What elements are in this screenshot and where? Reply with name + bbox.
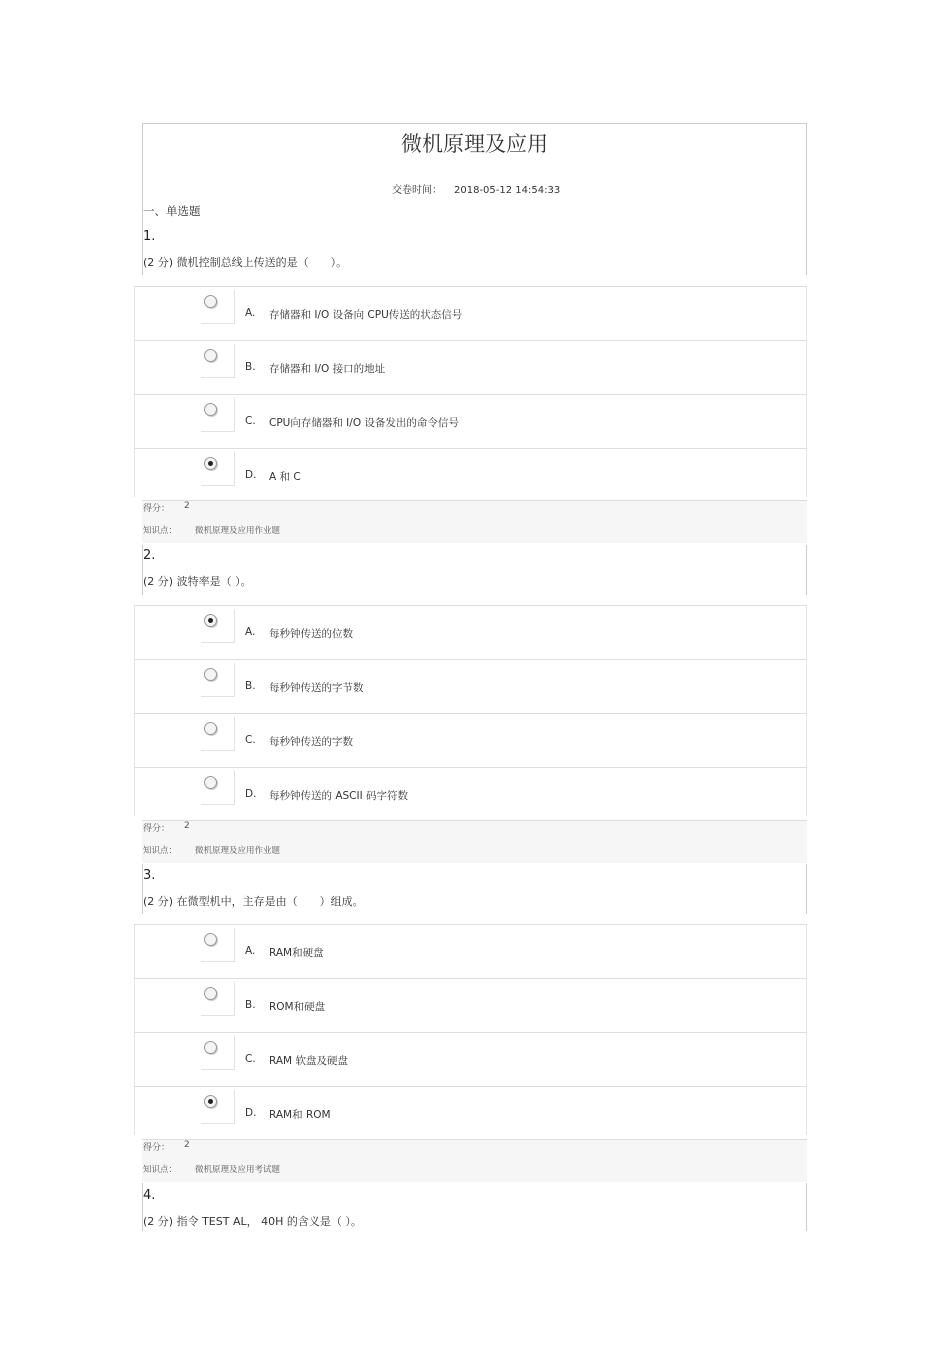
option-letter: C. xyxy=(245,415,256,427)
radio-container xyxy=(201,663,235,697)
question-text: (2 分) 微机控制总线上传送的是（ ）。 xyxy=(143,256,348,269)
question-number: 4. xyxy=(143,1188,156,1203)
score-label: 得分： xyxy=(143,504,171,514)
option-row[interactable] xyxy=(134,341,807,395)
radio-button[interactable] xyxy=(204,349,217,362)
radio-container xyxy=(201,344,235,378)
knowledge-value: 微机原理及应用作业题 xyxy=(195,526,281,536)
knowledge-label: 知识点： xyxy=(143,526,178,536)
option-row[interactable] xyxy=(134,1033,807,1087)
option-text: ROM和硬盘 xyxy=(269,1001,326,1013)
option-letter: C. xyxy=(245,1053,256,1065)
option-letter: B. xyxy=(245,999,256,1011)
submit-time-value: 2018-05-12 14:54:33 xyxy=(454,185,561,196)
score-value: 2 xyxy=(184,821,190,831)
submit-time-label: 交卷时间： xyxy=(392,185,442,196)
options-list xyxy=(134,924,807,1135)
radio-button[interactable] xyxy=(204,933,217,946)
radio-button[interactable] xyxy=(204,403,217,416)
score-panel xyxy=(142,1139,807,1182)
question-number: 2. xyxy=(143,548,156,563)
option-row[interactable] xyxy=(134,449,807,497)
option-letter: D. xyxy=(245,788,257,800)
option-row[interactable] xyxy=(134,606,807,660)
radio-button[interactable] xyxy=(204,987,217,1000)
radio-button[interactable] xyxy=(204,668,217,681)
radio-container xyxy=(201,398,235,432)
option-text: CPU向存储器和 I/O 设备发出的命令信号 xyxy=(269,417,459,429)
radio-button[interactable] xyxy=(204,295,217,308)
radio-button-selected[interactable] xyxy=(204,614,217,627)
option-text: 存储器和 I/O 设备向 CPU传送的状态信号 xyxy=(269,309,463,321)
radio-container xyxy=(201,290,235,324)
knowledge-value: 微机原理及应用作业题 xyxy=(195,846,281,856)
score-panel xyxy=(142,500,807,543)
option-text: RAM和硬盘 xyxy=(269,947,324,959)
radio-button-selected[interactable] xyxy=(204,457,217,470)
radio-container xyxy=(201,717,235,751)
score-label: 得分： xyxy=(143,824,171,834)
radio-container xyxy=(201,1036,235,1070)
option-text: RAM和 ROM xyxy=(269,1109,331,1121)
score-value: 2 xyxy=(184,1140,190,1150)
knowledge-value: 微机原理及应用考试题 xyxy=(195,1165,281,1175)
section-title: 一、单选题 xyxy=(143,204,201,218)
radio-container xyxy=(201,928,235,962)
option-row[interactable] xyxy=(134,768,807,816)
score-panel xyxy=(142,820,807,863)
frame-right-border xyxy=(806,864,807,914)
option-text: 每秒钟传送的位数 xyxy=(269,628,353,640)
question-text: (2 分) 在微型机中，主存是由（ ）组成。 xyxy=(143,895,364,908)
option-text: 每秒钟传送的字数 xyxy=(269,736,353,748)
option-letter: A. xyxy=(245,307,256,319)
option-row[interactable] xyxy=(134,925,807,979)
option-text: 每秒钟传送的 ASCII 码字符数 xyxy=(269,790,409,802)
score-label: 得分： xyxy=(143,1143,171,1153)
option-row[interactable] xyxy=(134,287,807,341)
option-row[interactable] xyxy=(134,395,807,449)
knowledge-label: 知识点： xyxy=(143,1165,178,1175)
exam-frame-top xyxy=(142,123,807,124)
options-list xyxy=(134,286,807,497)
option-row[interactable] xyxy=(134,660,807,714)
radio-button-selected[interactable] xyxy=(204,1095,217,1108)
frame-right-border xyxy=(806,545,807,595)
question-number: 3. xyxy=(143,868,156,883)
option-letter: D. xyxy=(245,1107,257,1119)
radio-button[interactable] xyxy=(204,776,217,789)
option-letter: A. xyxy=(245,626,256,638)
radio-container xyxy=(201,771,235,805)
frame-right-border xyxy=(806,1183,807,1231)
submit-time xyxy=(392,181,560,196)
question-number: 1. xyxy=(143,229,156,244)
radio-button[interactable] xyxy=(204,722,217,735)
radio-button[interactable] xyxy=(204,1041,217,1054)
option-text: RAM 软盘及硬盘 xyxy=(269,1055,348,1067)
option-letter: D. xyxy=(245,469,257,481)
knowledge-label: 知识点： xyxy=(143,846,178,856)
score-value: 2 xyxy=(184,501,190,511)
page-title: 微机原理及应用 xyxy=(401,132,548,156)
question-text: (2 分) 指令 TEST AL， 40H 的含义是（ ）。 xyxy=(143,1215,362,1228)
option-row[interactable] xyxy=(134,714,807,768)
options-list xyxy=(134,605,807,816)
option-text: 每秒钟传送的字节数 xyxy=(269,682,364,694)
radio-container xyxy=(201,609,235,643)
question-text: (2 分) 波特率是（ ）。 xyxy=(143,575,252,588)
option-letter: C. xyxy=(245,734,256,746)
option-row[interactable] xyxy=(134,979,807,1033)
option-text: A 和 C xyxy=(269,471,301,483)
option-text: 存储器和 I/O 接口的地址 xyxy=(269,363,386,375)
radio-container xyxy=(201,982,235,1016)
option-letter: B. xyxy=(245,680,256,692)
radio-container xyxy=(201,452,235,486)
option-letter: B. xyxy=(245,361,256,373)
option-row[interactable] xyxy=(134,1087,807,1135)
radio-container xyxy=(201,1090,235,1124)
option-letter: A. xyxy=(245,945,256,957)
